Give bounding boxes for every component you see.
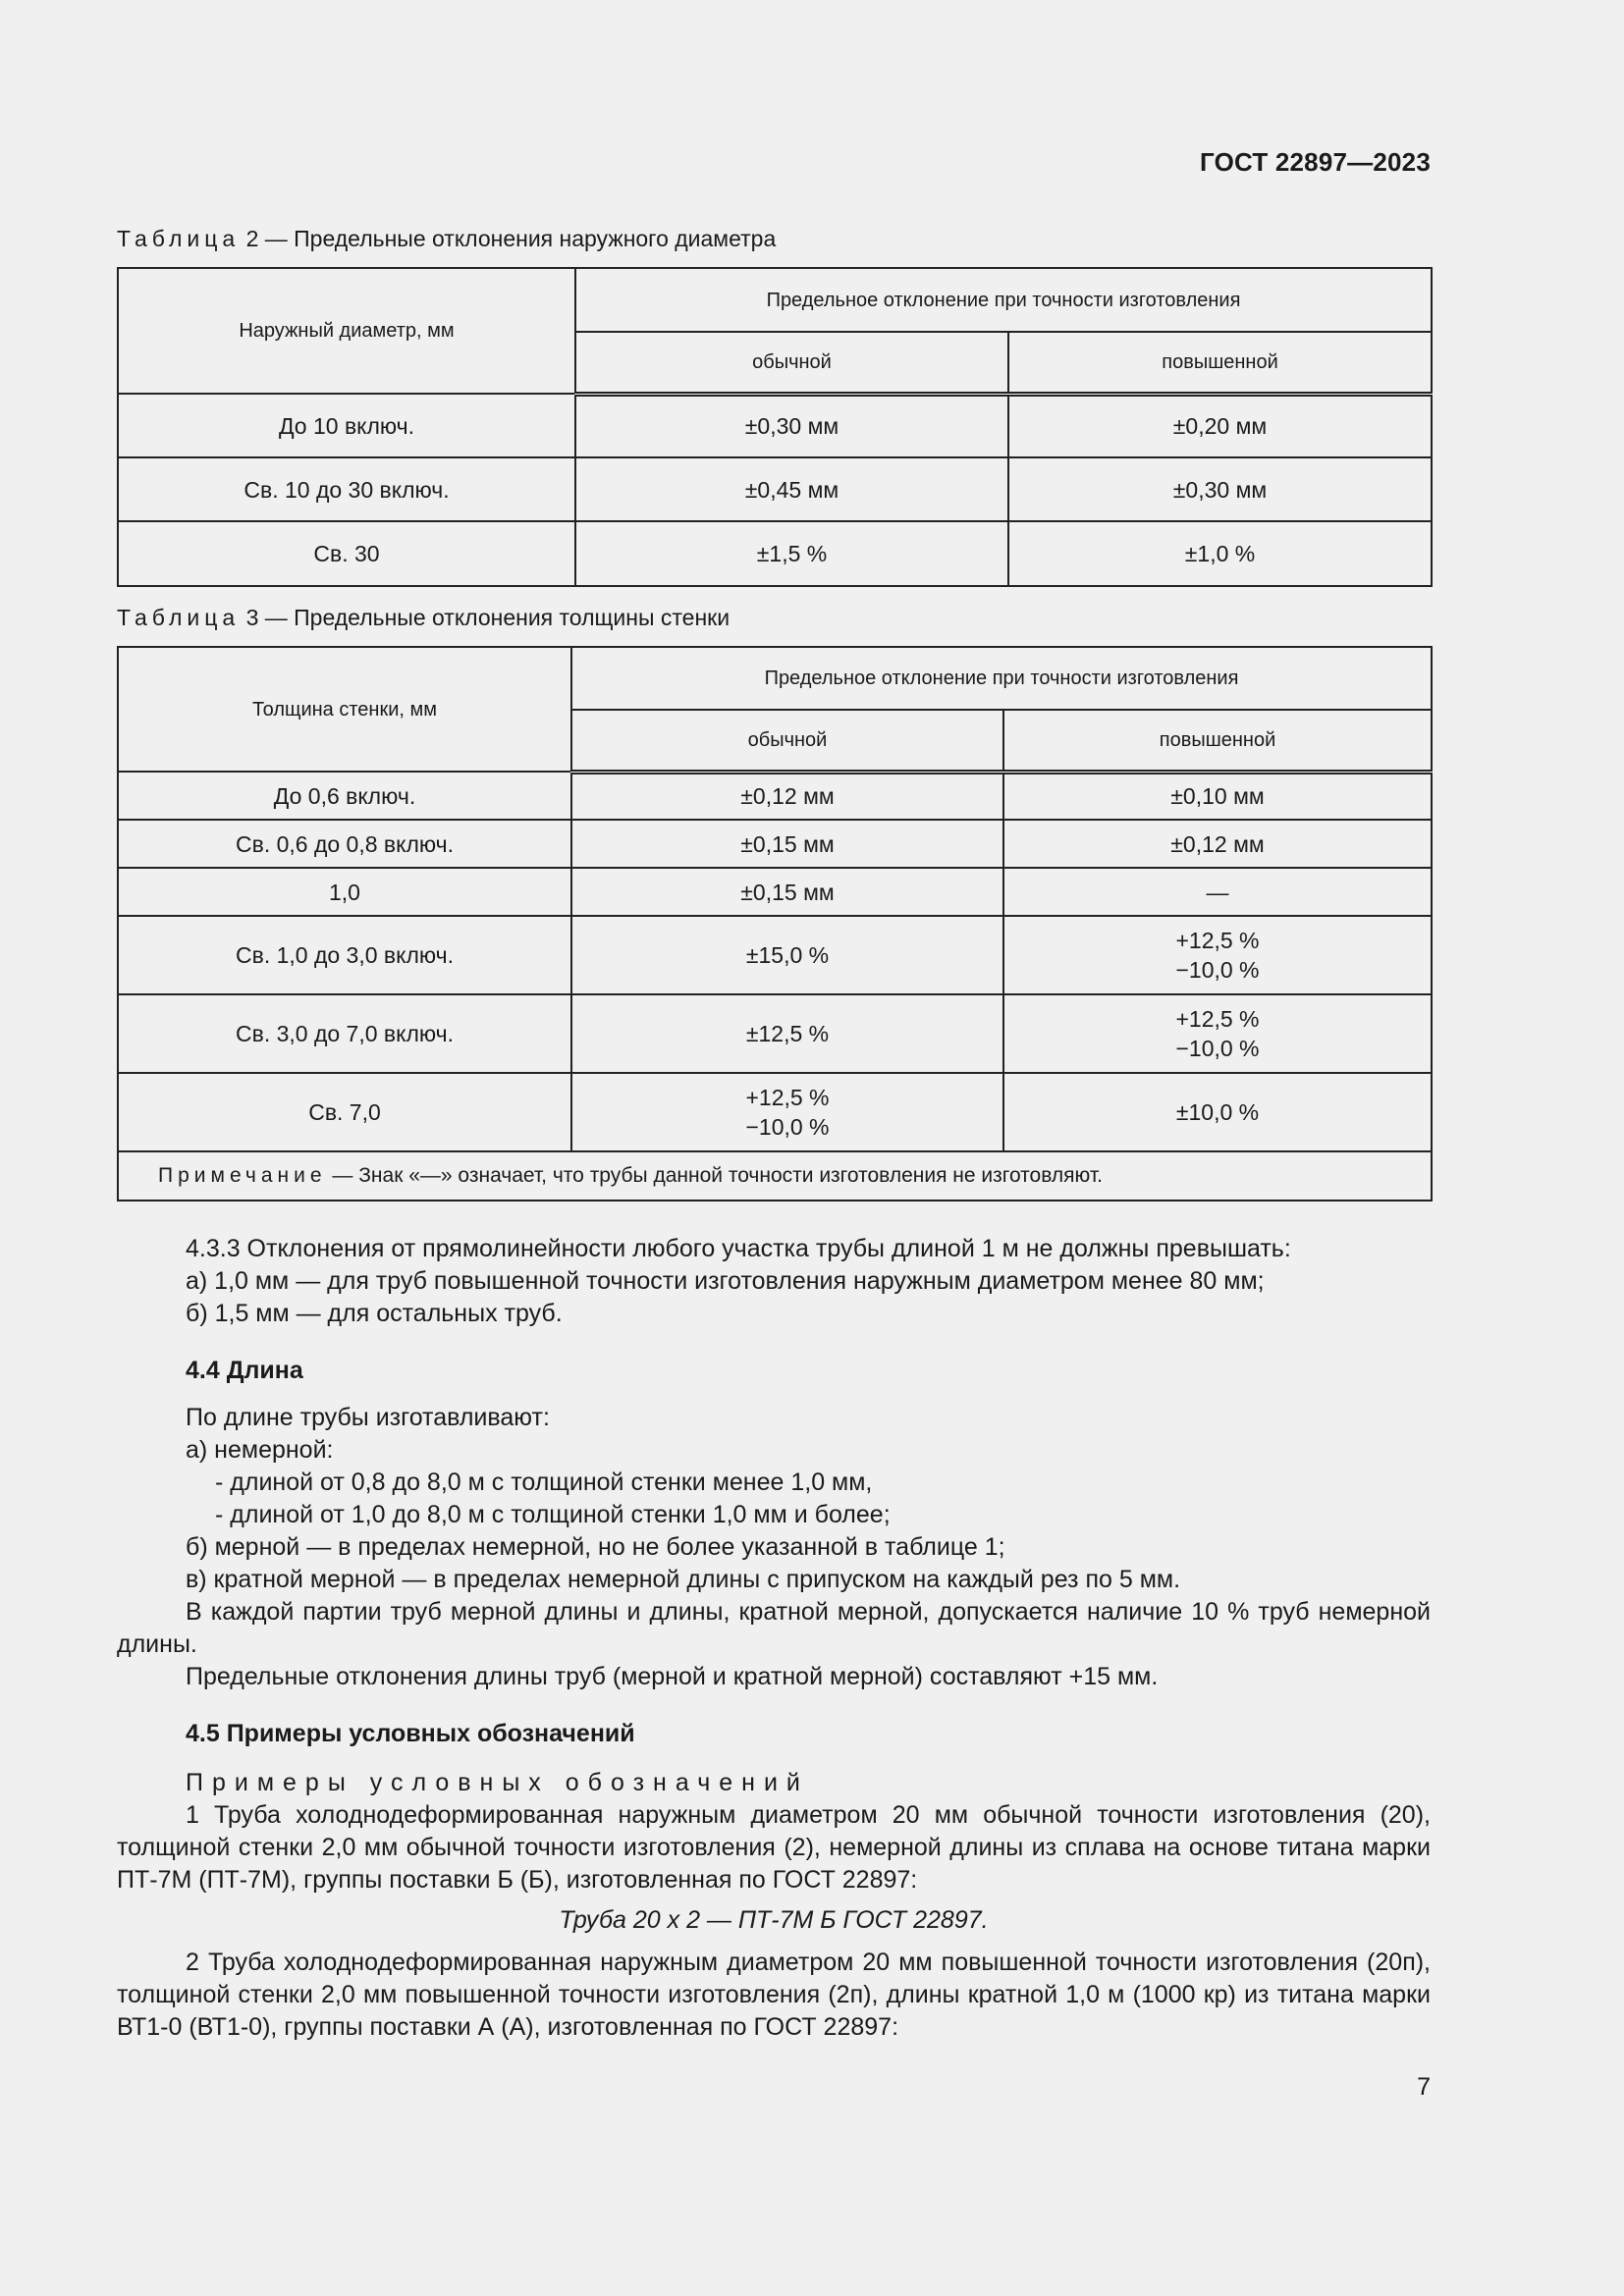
table2-col2-header: обычной bbox=[575, 332, 1008, 394]
table-cell: ±0,45 мм bbox=[575, 457, 1008, 521]
table2-caption bbox=[117, 226, 776, 252]
tolerance-minus: −10,0 % bbox=[1175, 1036, 1260, 1061]
list-item: - длиной от 0,8 до 8,0 м с толщиной стенки менее 1,0 мм, bbox=[215, 1468, 873, 1496]
table3-note-word: Примечание bbox=[158, 1164, 327, 1187]
table2-col3-header: повышенной bbox=[1008, 332, 1432, 394]
table-cell: 1,0 bbox=[118, 868, 571, 916]
paragraph: 2 Труба холоднодеформированная наружным диаметром 20 мм повышенной точности изготовления (20п), толщиной стенки 2,0 мм повышенной точности изготовления (2п), длины кратной 1,0 м (1000 кр) из титана марки ВТ1-0 (ВТ1-0), группы поставки А (А), изготовленная по ГОСТ 22897: bbox=[117, 1949, 1431, 2041]
table-row bbox=[118, 994, 1432, 1073]
tolerance-plus: +12,5 % bbox=[1175, 928, 1260, 953]
table2-caption-text: 2 — Предельные отклонения наружного диаметра bbox=[240, 226, 777, 251]
table3-caption bbox=[117, 605, 730, 631]
section-4-3-3 bbox=[117, 1233, 1431, 1330]
table2-col1-header: Наружный диаметр, мм bbox=[118, 268, 575, 394]
table-row bbox=[118, 916, 1432, 994]
table3-group-header: Предельное отклонение при точности изготовления bbox=[571, 647, 1432, 710]
page-number: 7 bbox=[1417, 2073, 1431, 2101]
table2-group-header: Предельное отклонение при точности изготовления bbox=[575, 268, 1432, 332]
table3-caption-word: Таблица bbox=[117, 605, 241, 630]
paragraph: 1 Труба холоднодеформированная наружным диаметром 20 мм обычной точности изготовления (20), толщиной стенки 2,0 мм обычной точности изготовления (2), немерной длины из сплава на основе титана марки ПТ-7М (ПТ-7М), группы поставки Б (Б), изготовленная по ГОСТ 22897: bbox=[117, 1801, 1431, 1894]
table-cell: ±0,30 мм bbox=[575, 394, 1008, 457]
table-cell: ±0,20 мм bbox=[1008, 394, 1432, 457]
list-item: а) 1,0 мм — для труб повышенной точности изготовления наружным диаметром менее 80 мм; bbox=[186, 1267, 1265, 1295]
table3-col1-header: Толщина стенки, мм bbox=[118, 647, 571, 772]
tolerance-minus: −10,0 % bbox=[745, 1114, 830, 1140]
table3-note-text: — Знак «—» означает, что трубы данной точности изготовления не изготовляют. bbox=[326, 1164, 1103, 1187]
table-cell: Св. 10 до 30 включ. bbox=[118, 457, 575, 521]
section-heading: 4.5 Примеры условных обозначений bbox=[186, 1720, 635, 1747]
table-cell: Св. 30 bbox=[118, 521, 575, 586]
table-row bbox=[118, 868, 1432, 916]
table-cell bbox=[1003, 916, 1432, 994]
paragraph: Предельные отклонения длины труб (мерной и кратной мерной) составляют +15 мм. bbox=[186, 1663, 1159, 1690]
list-item: б) 1,5 мм — для остальных труб. bbox=[186, 1300, 563, 1327]
table3 bbox=[117, 646, 1433, 1201]
table-cell: ±1,0 % bbox=[1008, 521, 1432, 586]
designation-example: Труба 20 х 2 — ПТ-7М Б ГОСТ 22897. bbox=[559, 1906, 989, 1934]
section-4-5-heading bbox=[117, 1718, 1431, 1750]
table-cell: ±10,0 % bbox=[1003, 1073, 1432, 1151]
paragraph: 4.3.3 Отклонения от прямолинейности любого участка трубы длиной 1 м не должны превышать: bbox=[186, 1235, 1291, 1262]
table-cell: До 10 включ. bbox=[118, 394, 575, 457]
table-row bbox=[118, 1073, 1432, 1151]
table-cell: Св. 0,6 до 0,8 включ. bbox=[118, 820, 571, 868]
tolerance-plus: +12,5 % bbox=[745, 1085, 830, 1110]
table-cell: ±12,5 % bbox=[571, 994, 1003, 1073]
table3-note bbox=[118, 1151, 1432, 1201]
table3-col3-header: повышенной bbox=[1003, 710, 1432, 772]
section-4-4 bbox=[117, 1402, 1431, 1693]
table-cell bbox=[571, 1073, 1003, 1151]
examples-subheading: Примеры условных обозначений bbox=[186, 1769, 809, 1796]
table-cell: ±0,30 мм bbox=[1008, 457, 1432, 521]
list-item: а) немерной: bbox=[186, 1436, 334, 1464]
table-cell: ±15,0 % bbox=[571, 916, 1003, 994]
table-cell: ±0,15 мм bbox=[571, 820, 1003, 868]
table-cell: ±0,12 мм bbox=[1003, 820, 1432, 868]
section-4-4-heading bbox=[117, 1355, 1431, 1387]
table-row bbox=[118, 772, 1432, 820]
table-cell: До 0,6 включ. bbox=[118, 772, 571, 820]
table-row bbox=[118, 394, 1432, 457]
section-4-5 bbox=[117, 1767, 1431, 2044]
table-row bbox=[118, 521, 1432, 586]
list-item: б) мерной — в пределах немерной, но не более указанной в таблице 1; bbox=[186, 1533, 1005, 1561]
table-cell: ±0,15 мм bbox=[571, 868, 1003, 916]
list-item: - длиной от 1,0 до 8,0 м с толщиной стенки 1,0 мм и более; bbox=[215, 1501, 891, 1528]
table-cell: ±0,10 мм bbox=[1003, 772, 1432, 820]
table-cell: — bbox=[1003, 868, 1432, 916]
table-row bbox=[118, 457, 1432, 521]
paragraph: В каждой партии труб мерной длины и длины, кратной мерной, допускается наличие 10 % труб немерной длины. bbox=[117, 1598, 1431, 1658]
section-heading: 4.4 Длина bbox=[186, 1357, 303, 1384]
paragraph: По длине трубы изготавливают: bbox=[186, 1404, 550, 1431]
table-cell: Св. 1,0 до 3,0 включ. bbox=[118, 916, 571, 994]
table3-caption-text: 3 — Предельные отклонения толщины стенки bbox=[240, 605, 731, 630]
tolerance-plus: +12,5 % bbox=[1175, 1006, 1260, 1032]
table2 bbox=[117, 267, 1433, 587]
table-cell: Св. 7,0 bbox=[118, 1073, 571, 1151]
table2-caption-word: Таблица bbox=[117, 226, 241, 251]
document-code: ГОСТ 22897—2023 bbox=[1200, 147, 1431, 177]
table-cell: ±1,5 % bbox=[575, 521, 1008, 586]
list-item: в) кратной мерной — в пределах немерной длины с припуском на каждый рез по 5 мм. bbox=[186, 1566, 1181, 1593]
table-cell: ±0,12 мм bbox=[571, 772, 1003, 820]
table-cell: Св. 3,0 до 7,0 включ. bbox=[118, 994, 571, 1073]
table-cell bbox=[1003, 994, 1432, 1073]
table3-col2-header: обычной bbox=[571, 710, 1003, 772]
table-row bbox=[118, 820, 1432, 868]
tolerance-minus: −10,0 % bbox=[1175, 957, 1260, 983]
